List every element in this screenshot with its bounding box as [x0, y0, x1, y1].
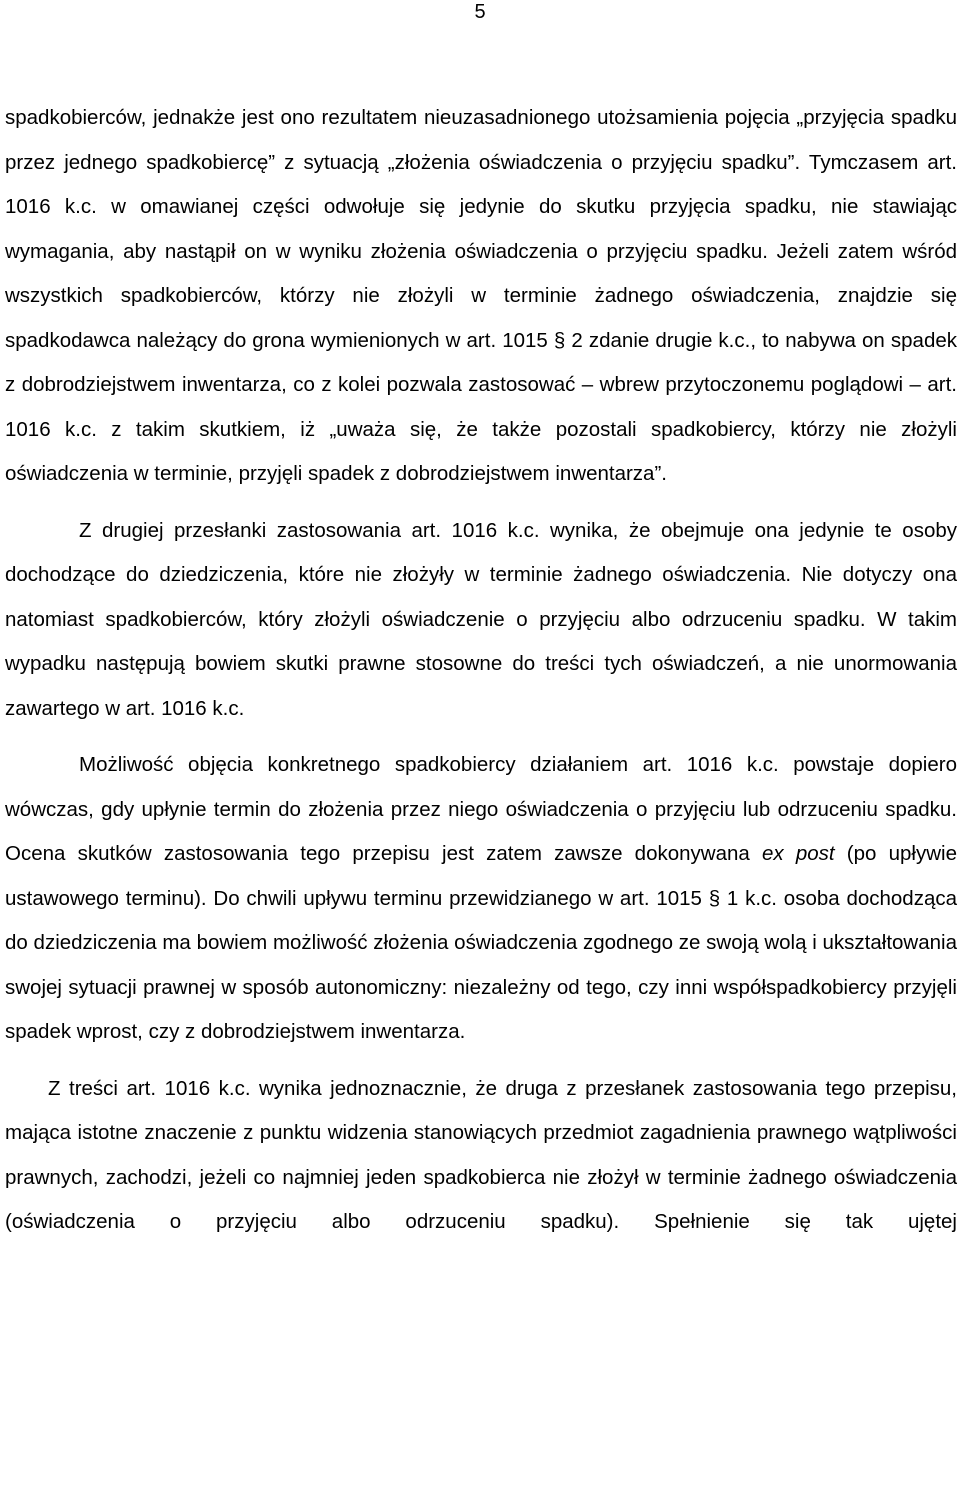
- paragraph-3-italic-term: ex post: [762, 842, 835, 865]
- paragraph-4-text: Z treści art. 1016 k.c. wynika jednoznacznie, że druga z przesłanek zastosowania tego przepisu, mająca istotne znaczenie z punktu widzenia stanowiących przedmiot zagadnienia prawnego wątpliwości prawnych, zachodzi, jeżeli co najmniej jeden spadkobierca nie złożył w terminie żadnego oświadczenia (oświadczenia o przyjęciu albo odrzuceniu spadku). Spełnienie się tak ujętej: [5, 1076, 957, 1233]
- paragraph-2: [5, 509, 957, 732]
- page-number: 5: [474, 1, 486, 23]
- paragraph-1: [5, 96, 957, 497]
- paragraph-4: [5, 1067, 957, 1245]
- paragraph-1-text: spadkobierców, jednakże jest ono rezultatem nieuzasadnionego utożsamienia pojęcia „przyjęcia spadku przez jednego spadkobiercę” z sytuacją „złożenia oświadczenia o przyjęciu spadku”. Tymczasem art. 1016 k.c. w omawianej części odwołuje się jedynie do skutku przyjęcia spadku, nie stawiając wymagania, aby nastąpił on w wyniku złożenia oświadczenia o przyjęciu spadku. Jeżeli zatem wśród wszystkich spadkobierców, którzy nie złożyli w terminie żadnego oświadczenia, znajdzie się spadkodawca należący do grona wymienionych w art. 1015 § 2 zdanie drugie k.c., to nabywa on spadek z dobrodziejstwem inwentarza, co z kolei pozwala zastosować – wbrew przytoczonemu poglądowi – art. 1016 k.c. z takim skutkiem, iż „uważa się, że także pozostali spadkobiercy, którzy nie złożyli oświadczenia w terminie, przyjęli spadek z dobrodziejstwem inwentarza”.: [5, 106, 957, 485]
- paragraph-3-text-start: Możliwość objęcia konkretnego spadkobiercy działaniem art. 1016 k.c. powstaje dopiero wówczas, gdy upłynie termin do złożenia przez niego oświadczenia o przyjęciu lub odrzuceniu spadku. Ocena skutków zastosowania tego przepisu jest zatem zawsze dokonywana: [5, 753, 957, 865]
- document-body: [5, 96, 957, 1245]
- paragraph-2-text: Z drugiej przesłanki zastosowania art. 1016 k.c. wynika, że obejmuje ona jedynie te osoby dochodzące do dziedziczenia, które nie złożyły w terminie żadnego oświadczenia. Nie dotyczy ona natomiast spadkobierców, który złożyli oświadczenie o przyjęciu albo odrzuceniu spadku. W takim wypadku następują bowiem skutki prawne stosowne do treści tych oświadczeń, a nie unormowania zawartego w art. 1016 k.c.: [5, 518, 957, 720]
- paragraph-3-text-end: (po upływie ustawowego terminu). Do chwili upływu terminu przewidzianego w art. 1015 § 1 k.c. osoba dochodząca do dziedziczenia ma bowiem możliwość złożenia oświadczenia zgodnego ze swoją wolą i ukształtowania swojej sytuacji prawnej w sposób autonomiczny: niezależny od tego, czy inni współspadkobiercy przyjęli spadek wprost, czy z dobrodziejstwem inwentarza.: [5, 842, 957, 1043]
- paragraph-3: [5, 743, 957, 1055]
